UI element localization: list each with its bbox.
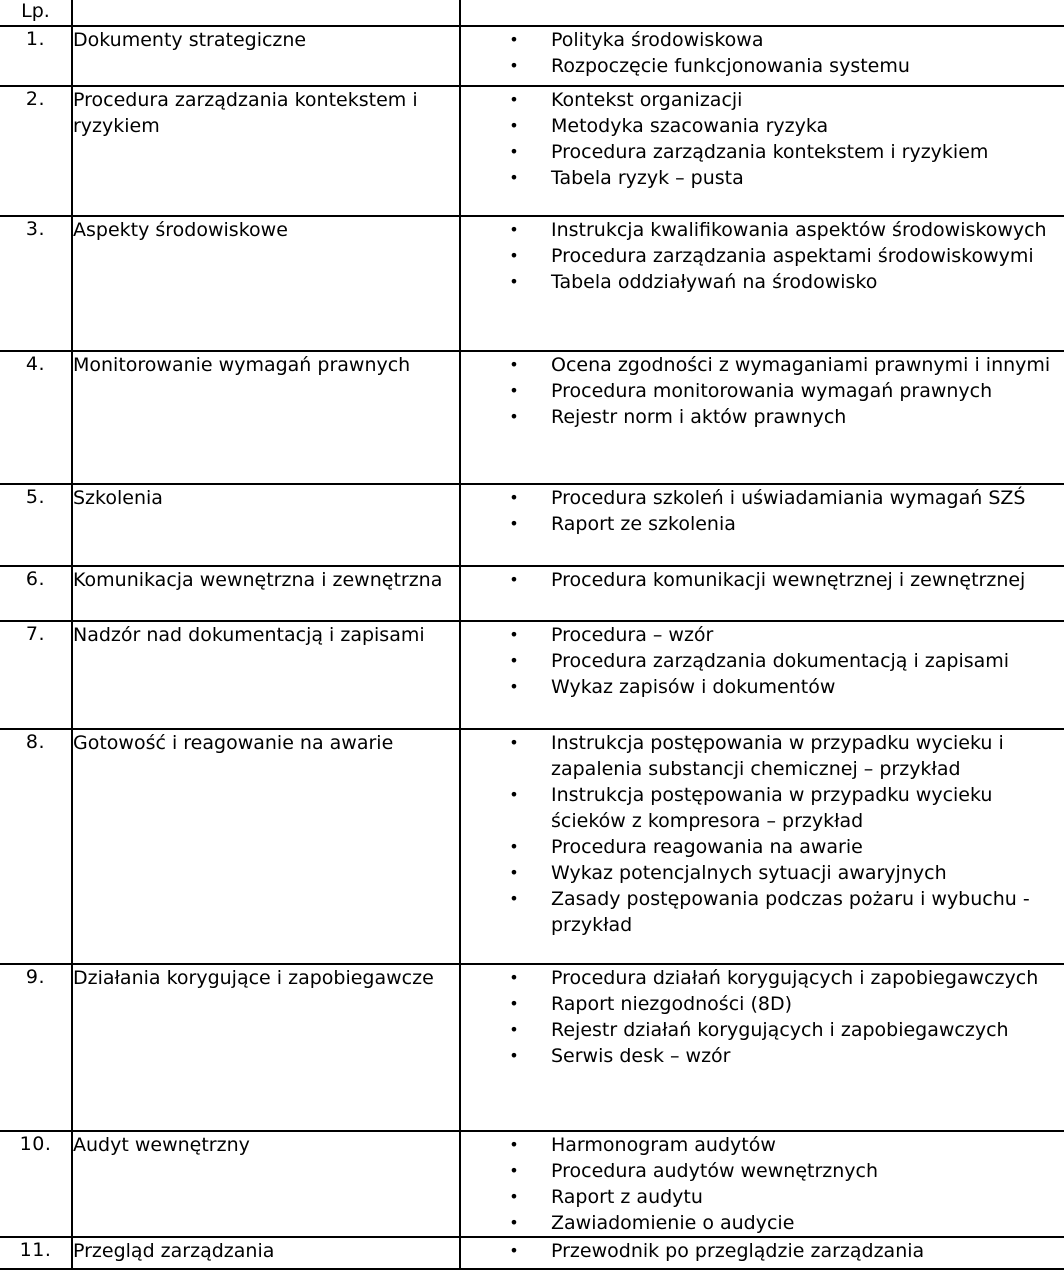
list-item-label: Procedura zarządzania kontekstem i ryzykiem [551, 141, 989, 163]
list-item-label: Rozpoczęcie funkcjonowania systemu [551, 55, 910, 77]
row-topic-name: Procedura zarządzania kontekstem i ryzykiem [72, 86, 460, 216]
row-topic-name: Monitorowanie wymagań prawnych [72, 351, 460, 484]
row-documents-cell [460, 566, 1064, 621]
column-header-items [460, 0, 1064, 26]
list-item-label: Raport z audytu [551, 1186, 703, 1208]
table-row [0, 86, 1064, 216]
row-ordinal: 8. [0, 729, 72, 964]
list-item-label: Procedura działań korygujących i zapobiegawczych [551, 967, 1039, 989]
bullet-icon: • [509, 837, 519, 856]
list-item [461, 648, 1064, 674]
bullet-icon: • [509, 220, 519, 239]
documents-bullet-list [461, 217, 1064, 295]
list-item [461, 352, 1064, 378]
list-item-label: Instrukcja kwalifikowania aspektów środowiskowych [551, 219, 1047, 241]
list-item-label: Procedura monitorowania wymagań prawnych [551, 380, 993, 402]
bullet-icon: • [509, 625, 519, 644]
row-ordinal: 7. [0, 621, 72, 729]
list-item [461, 243, 1064, 269]
list-item [461, 991, 1064, 1017]
row-documents-cell [460, 484, 1064, 566]
table-row [0, 621, 1064, 729]
bullet-icon: • [509, 90, 519, 109]
bullet-icon: • [509, 488, 519, 507]
bullet-icon: • [509, 1020, 519, 1039]
row-documents-cell [460, 351, 1064, 484]
list-item [461, 782, 1064, 834]
list-item [461, 113, 1064, 139]
table-row [0, 1131, 1064, 1237]
list-item-label: Kontekst organizacji [551, 89, 743, 111]
list-item-label: Wykaz potencjalnych sytuacji awaryjnych [551, 862, 947, 884]
bullet-icon: • [509, 1213, 519, 1232]
list-item-label: Tabela ryzyk – pusta [551, 167, 744, 189]
bullet-icon: • [509, 733, 519, 752]
documents-bullet-list [461, 27, 1064, 79]
documents-bullet-list [461, 622, 1064, 700]
list-item-label: Serwis desk – wzór [551, 1045, 731, 1067]
row-ordinal: 3. [0, 216, 72, 351]
list-item [461, 622, 1064, 648]
list-item-label: Procedura zarządzania aspektami środowiskowymi [551, 245, 1034, 267]
row-topic-name: Działania korygujące i zapobiegawcze [72, 964, 460, 1131]
list-item-label: Raport ze szkolenia [551, 513, 736, 535]
bullet-icon: • [509, 56, 519, 75]
table-row [0, 351, 1064, 484]
list-item [461, 567, 1064, 593]
bullet-icon: • [509, 1187, 519, 1206]
table-row [0, 729, 1064, 964]
list-item-label: Harmonogram audytów [551, 1134, 776, 1156]
documents-bullet-list [461, 352, 1064, 430]
row-topic-name: Audyt wewnętrzny [72, 1131, 460, 1237]
list-item [461, 1238, 1064, 1264]
list-item-label: Procedura audytów wewnętrznych [551, 1160, 879, 1182]
list-item-label: Metodyka szacowania ryzyka [551, 115, 829, 137]
list-item-label: Procedura komunikacji wewnętrznej i zewnętrznej [551, 569, 1026, 591]
list-item [461, 217, 1064, 243]
row-documents-cell [460, 964, 1064, 1131]
row-documents-cell [460, 26, 1064, 86]
table-row [0, 964, 1064, 1131]
list-item [461, 53, 1064, 79]
list-item [461, 404, 1064, 430]
list-item-label: Procedura zarządzania dokumentacją i zapisami [551, 650, 1010, 672]
row-ordinal: 9. [0, 964, 72, 1131]
documents-bullet-list [461, 567, 1064, 593]
row-ordinal: 1. [0, 26, 72, 86]
bullet-icon: • [509, 785, 519, 804]
list-item [461, 1210, 1064, 1236]
bullet-icon: • [509, 272, 519, 291]
documents-bullet-list [461, 1238, 1064, 1264]
row-documents-cell [460, 86, 1064, 216]
row-documents-cell [460, 729, 1064, 964]
bullet-icon: • [509, 863, 519, 882]
list-item [461, 1132, 1064, 1158]
documents-bullet-list [461, 485, 1064, 537]
row-documents-cell [460, 621, 1064, 729]
column-header-lp: Lp. [0, 0, 72, 26]
list-item-label: Zawiadomienie o audycie [551, 1212, 795, 1234]
list-item [461, 1184, 1064, 1210]
list-item [461, 834, 1064, 860]
list-item [461, 165, 1064, 191]
row-documents-cell [460, 1131, 1064, 1237]
list-item [461, 1017, 1064, 1043]
list-item [461, 886, 1064, 938]
list-item-label: Instrukcja postępowania w przypadku wycieku ścieków z kompresora – przykład [551, 784, 993, 832]
bullet-icon: • [509, 1241, 519, 1260]
row-topic-name: Przegląd zarządzania [72, 1237, 460, 1269]
list-item [461, 860, 1064, 886]
table-row [0, 26, 1064, 86]
list-item [461, 27, 1064, 53]
list-item-label: Tabela oddziaływań na środowisko [551, 271, 878, 293]
documents-bullet-list [461, 730, 1064, 938]
bullet-icon: • [509, 1135, 519, 1154]
bullet-icon: • [509, 30, 519, 49]
list-item [461, 485, 1064, 511]
documents-bullet-list [461, 1132, 1064, 1236]
table-row [0, 566, 1064, 621]
row-documents-cell [460, 1237, 1064, 1269]
list-item-label: Rejestr norm i aktów prawnych [551, 406, 847, 428]
documents-bullet-list [461, 965, 1064, 1069]
row-topic-name: Szkolenia [72, 484, 460, 566]
list-item [461, 378, 1064, 404]
list-item-label: Rejestr działań korygujących i zapobiegawczych [551, 1019, 1009, 1041]
row-documents-cell [460, 216, 1064, 351]
list-item-label: Procedura – wzór [551, 624, 714, 646]
list-item-label: Polityka środowiskowa [551, 29, 764, 51]
bullet-icon: • [509, 1161, 519, 1180]
list-item [461, 139, 1064, 165]
row-ordinal: 2. [0, 86, 72, 216]
row-topic-name: Nadzór nad dokumentacją i zapisami [72, 621, 460, 729]
bullet-icon: • [509, 889, 519, 908]
list-item [461, 511, 1064, 537]
list-item-label: Zasady postępowania podczas pożaru i wybuchu - przykład [551, 888, 1030, 936]
bullet-icon: • [509, 246, 519, 265]
row-ordinal: 4. [0, 351, 72, 484]
bullet-icon: • [509, 355, 519, 374]
bullet-icon: • [509, 570, 519, 589]
row-topic-name: Aspekty środowiskowe [72, 216, 460, 351]
documents-bullet-list [461, 87, 1064, 191]
bullet-icon: • [509, 651, 519, 670]
bullet-icon: • [509, 1046, 519, 1065]
bullet-icon: • [509, 514, 519, 533]
row-ordinal: 5. [0, 484, 72, 566]
list-item [461, 965, 1064, 991]
list-item [461, 730, 1064, 782]
list-item [461, 87, 1064, 113]
bullet-icon: • [509, 968, 519, 987]
list-item-label: Wykaz zapisów i dokumentów [551, 676, 836, 698]
list-item-label: Procedura reagowania na awarie [551, 836, 863, 858]
row-ordinal: 10. [0, 1131, 72, 1237]
bullet-icon: • [509, 168, 519, 187]
bullet-icon: • [509, 994, 519, 1013]
row-ordinal: 11. [0, 1237, 72, 1269]
column-header-name [72, 0, 460, 26]
bullet-icon: • [509, 407, 519, 426]
list-item-label: Instrukcja postępowania w przypadku wycieku i zapalenia substancji chemicznej – przykład [551, 732, 1004, 780]
bullet-icon: • [509, 381, 519, 400]
table-row [0, 1237, 1064, 1269]
table-row [0, 484, 1064, 566]
list-item-label: Przewodnik po przeglądzie zarządzania [551, 1240, 925, 1262]
bullet-icon: • [509, 116, 519, 135]
list-item [461, 674, 1064, 700]
row-topic-name: Komunikacja wewnętrzna i zewnętrzna [72, 566, 460, 621]
list-item [461, 269, 1064, 295]
table-row [0, 216, 1064, 351]
list-item-label: Raport niezgodności (8D) [551, 993, 793, 1015]
list-item-label: Ocena zgodności z wymaganiami prawnymi i innymi [551, 354, 1051, 376]
list-item-label: Procedura szkoleń i uświadamiania wymagań SZŚ [551, 487, 1026, 509]
bullet-icon: • [509, 142, 519, 161]
list-item [461, 1158, 1064, 1184]
list-item [461, 1043, 1064, 1069]
bullet-icon: • [509, 677, 519, 696]
row-topic-name: Dokumenty strategiczne [72, 26, 460, 86]
row-topic-name: Gotowość i reagowanie na awarie [72, 729, 460, 964]
table-header-row [0, 0, 1064, 26]
row-ordinal: 6. [0, 566, 72, 621]
